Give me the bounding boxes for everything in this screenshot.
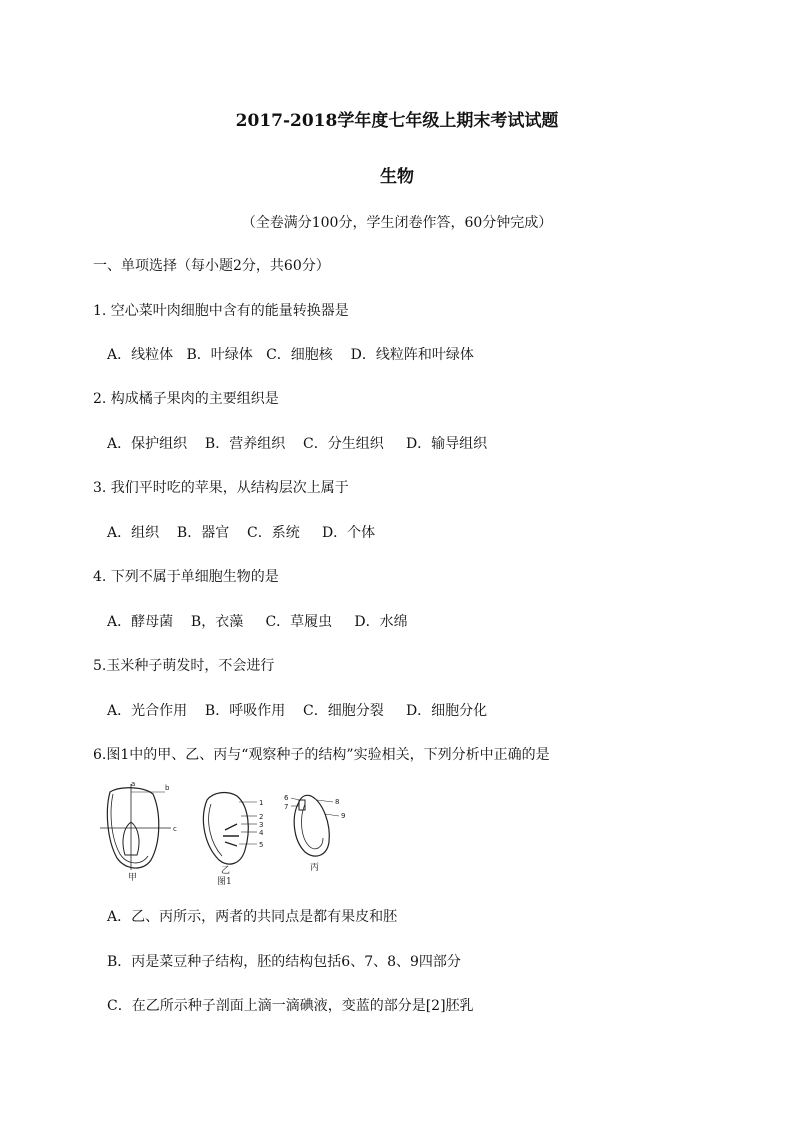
question-6-stem: 6.图1中的甲、乙、丙与“观察种子的结构”实验相关，下列分析中正确的是 — [93, 747, 550, 763]
section-heading: 一、单项选择（每小题2分，共60分） — [93, 258, 330, 274]
number-2: 2 — [259, 813, 264, 821]
number-6: 6 — [284, 794, 289, 802]
letter-b: b — [165, 784, 170, 792]
question-3-stem: 3. 我们平时吃的苹果，从结构层次上属于 — [93, 480, 349, 496]
seed-structure-figure — [95, 780, 370, 890]
label-bing: 丙 — [310, 863, 320, 873]
question-6-option-c: C．在乙所示种子剖面上滴一滴碘液，变蓝的部分是[2]胚乳 — [107, 998, 474, 1014]
question-2-stem: 2. 构成橘子果肉的主要组织是 — [93, 391, 279, 407]
letter-a: a — [131, 780, 136, 788]
number-8: 8 — [335, 798, 340, 806]
bean-seed-bing — [291, 795, 339, 856]
question-5-options: A．光合作用 B．呼吸作用 C．细胞分裂 D．细胞分化 — [107, 703, 488, 719]
question-2-options: A．保护组织 B．营养组织 C．分生组织 D．输导组织 — [107, 436, 488, 452]
number-9: 9 — [341, 812, 346, 820]
question-4-stem: 4. 下列不属于单细胞生物的是 — [93, 569, 279, 585]
question-1-stem: 1. 空心菜叶肉细胞中含有的能量转换器是 — [93, 303, 349, 319]
question-6-option-b: B．丙是菜豆种子结构，胚的结构包括6、7、8、9四部分 — [107, 954, 461, 970]
number-7: 7 — [284, 803, 289, 811]
exam-note: （全卷满分100分，学生闭卷作答，60分钟完成） — [241, 215, 553, 231]
label-yi: 乙 — [221, 866, 231, 876]
corn-seed-jia — [100, 784, 171, 870]
figure-caption: 图1 — [217, 877, 232, 887]
question-3-options: A．组织 B．器官 C．系统 D．个体 — [107, 525, 376, 541]
label-jia: 甲 — [128, 873, 138, 883]
exam-subject: 生物 — [380, 167, 414, 187]
number-4: 4 — [259, 829, 264, 837]
question-5-stem: 5.玉米种子萌发时，不会进行 — [93, 658, 275, 674]
letter-c: c — [173, 825, 177, 833]
question-1-options: A．线粒体 B．叶绿体 C．细胞核 D．线粒阵和叶绿体 — [107, 347, 474, 363]
number-1: 1 — [259, 799, 264, 807]
exam-title: 2017-2018学年度七年级上期末考试试题 — [235, 111, 559, 131]
number-3: 3 — [259, 821, 264, 829]
number-5: 5 — [259, 841, 264, 849]
seed-diagram-svg — [95, 780, 370, 890]
question-6-option-a: A．乙、丙所示，两者的共同点是都有果皮和胚 — [107, 909, 398, 925]
corn-seed-yi — [203, 793, 257, 865]
question-4-options: A．酵母菌 B，衣藻 C．草履虫 D．水绵 — [107, 614, 408, 630]
